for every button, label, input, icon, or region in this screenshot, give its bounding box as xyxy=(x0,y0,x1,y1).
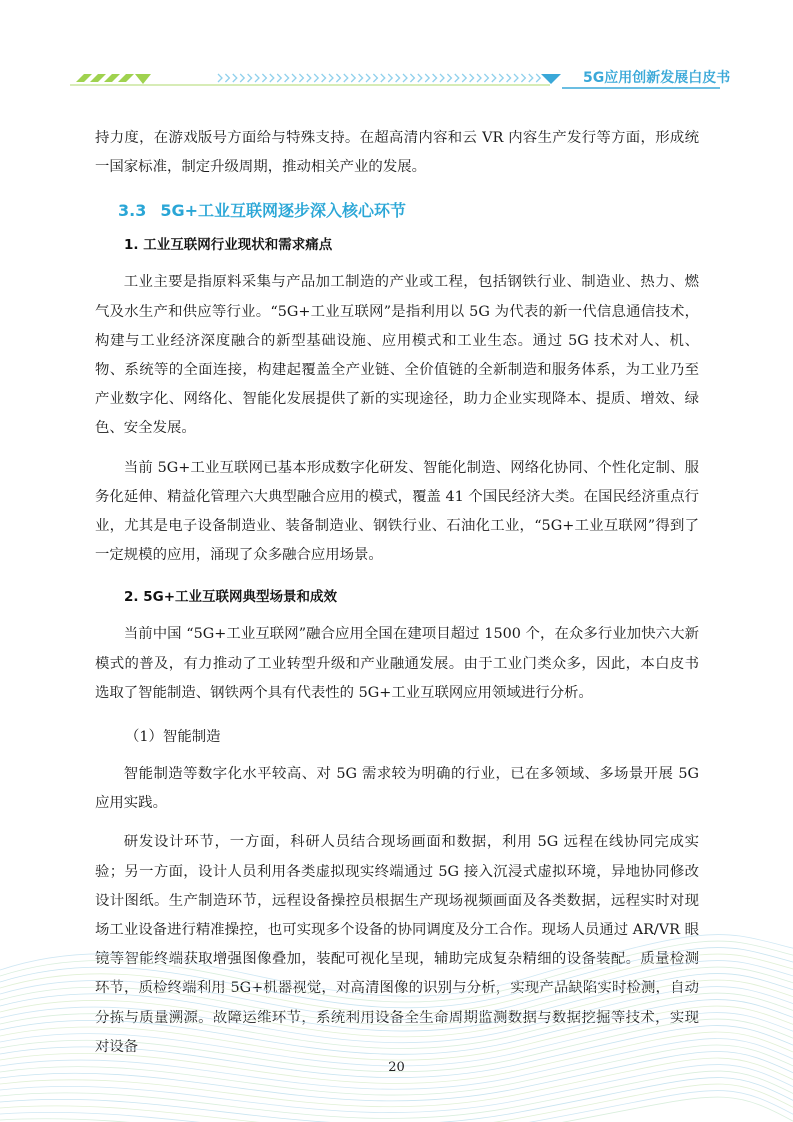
wave-line xyxy=(0,1084,793,1122)
chevron-icon xyxy=(484,74,488,82)
chevron-icon xyxy=(462,74,466,82)
header-chevrons xyxy=(218,74,540,82)
chevron-icon xyxy=(477,74,481,82)
chevron-icon xyxy=(233,74,237,82)
page-header xyxy=(0,0,793,100)
page-number: 20 xyxy=(388,1060,405,1075)
section-number: 3.3 xyxy=(118,201,147,221)
chevron-icon xyxy=(521,74,525,82)
paragraph: 工业主要是指原料采集与产品加工制造的产业或工程，包括钢铁行业、制造业、热力、燃气及水生产和供应等行业。“5G+工业互联网”是指利用以 5G 为代表的新一代信息通信技术，构建与工业经济深度融合的新型基础设施、应用模式和工业生态。通过 5G 技术对人、机、物、系统等的全面连接，构建起覆盖全产业链、全价值链的全新制造和服务体系，为工业乃至产业数字化、网络化、智能化发展提供了新的实现途径，助力企业实现降本、提质、增效、绿色、安全发展。 xyxy=(95,274,699,437)
chevron-icon xyxy=(329,74,333,82)
chevron-icon xyxy=(344,74,348,82)
paragraph: 智能制造等数字化水平较高、对 5G 需求较为明确的行业，已在多领域、多场景开展 5G 应用实践。 xyxy=(95,766,699,812)
paragraph: 研发设计环节，一方面，科研人员结合现场画面和数据，利用 5G 远程在线协同完成实验；另一方面，设计人员利用各类虚拟现实终端通过 5G 接入沉浸式虚拟环境，异地协同修改设计图纸。生产制造环节，远程设备操控员根据生产现场视频画面及各类数据，远程实时对现场工业设备进行精准操控，也可实现多个设备的协同调度及分工合作。现场人员通过 AR/VR 眼镜等智能终端获取增强图像叠加，装配可视化呈现，辅助完成复杂精细的设备装配。质量检测环节，质检终端利用 5G+机器视觉，对高清图像的识别与分析，实现产品缺陷实时检测，自动分拣与质量溯源。故障运维环节，系统利用设备全生命周期监测数据与数据挖掘等技术，实现对设备 xyxy=(95,834,699,1055)
chevron-icon xyxy=(366,74,370,82)
header-title: 5G应用创新发展白皮书 xyxy=(583,70,731,86)
footer-wave-decoration xyxy=(0,930,793,1122)
chevron-icon xyxy=(455,74,459,82)
chevron-icon xyxy=(359,74,363,82)
paragraph: 当前 5G+工业互联网已基本形成数字化研发、智能化制造、网络化协同、个性化定制、服务化延伸、精益化管理六大典型融合应用的模式，覆盖 41 个国民经济大类。在国民经济重点行业，尤其是电子设备制造业、装备制造业、钢铁行业、石油化工业，“5G+工业互联网”得到了一定规模的应用，涌现了众多融合应用场景。 xyxy=(95,459,699,564)
wave-line xyxy=(0,1013,793,1066)
chevron-icon xyxy=(447,74,451,82)
wave-line xyxy=(0,1052,793,1101)
subsection-2-title: 2. 5G+工业互联网典型场景和成效 xyxy=(124,589,338,606)
item-title-smart-manufacturing: （1）智能制造 xyxy=(125,729,221,746)
chevron-icon xyxy=(240,74,244,82)
chevron-icon xyxy=(433,74,437,82)
wave-line xyxy=(0,954,793,1014)
chevron-icon xyxy=(225,74,229,82)
page-content xyxy=(95,124,699,1062)
chevron-icon xyxy=(529,74,533,82)
chevron-icon xyxy=(277,74,281,82)
chevron-icon xyxy=(314,74,318,82)
chevron-icon xyxy=(388,74,392,82)
chevron-icon xyxy=(218,74,222,82)
chevron-icon xyxy=(536,74,540,82)
chevron-icon xyxy=(418,74,422,82)
chevron-icon xyxy=(373,74,377,82)
chevron-icon xyxy=(270,74,274,82)
chevron-icon xyxy=(307,74,311,82)
wave-line xyxy=(0,1078,793,1122)
subsection-1-title: 1. 工业互联网行业现状和需求痛点 xyxy=(124,237,333,254)
chevron-icon xyxy=(336,74,340,82)
chevron-icon xyxy=(514,74,518,82)
chevron-icon xyxy=(440,74,444,82)
paragraph: 当前中国 “5G+工业互联网”融合应用全国在建项目超过 1500 个，在众多行业加快六大新模式的普及，有力推动了工业转型升级和产业融通发展。由于工业门类众多，因此，本白皮书选取了智能制造、钢铁两个具有代表性的 5G+工业互联网应用领域进行分析。 xyxy=(95,626,699,701)
chevron-icon xyxy=(299,74,303,82)
chevron-icon xyxy=(470,74,474,82)
wave-line xyxy=(0,974,793,1032)
chevron-icon xyxy=(248,74,252,82)
chevron-icon xyxy=(262,74,266,82)
chevron-icon xyxy=(499,74,503,82)
chevron-icon xyxy=(425,74,429,82)
wave-line xyxy=(0,948,793,1008)
wave-line xyxy=(0,980,793,1037)
chevron-icon xyxy=(492,74,496,82)
header-green-stripes xyxy=(76,74,134,82)
intro-paragraph: 持力度，在游戏版号方面给与特殊支持。在超高清内容和云 VR 内容生产发行等方面，形成统一国家标准，制定升级周期，推动相关产业的发展。 xyxy=(95,130,699,176)
chevron-icon xyxy=(403,74,407,82)
section-heading xyxy=(95,196,699,226)
header-blue-triangle xyxy=(541,74,561,84)
chevron-icon xyxy=(381,74,385,82)
chevron-icon xyxy=(410,74,414,82)
chevron-icon xyxy=(507,74,511,82)
chevron-icon xyxy=(351,74,355,82)
header-green-triangle xyxy=(135,74,151,84)
chevron-icon xyxy=(292,74,296,82)
chevron-icon xyxy=(285,74,289,82)
chevron-icon xyxy=(396,74,400,82)
chevron-icon xyxy=(322,74,326,82)
section-title: 5G+工业互联网逐步深入核心环节 xyxy=(160,201,407,221)
chevron-icon xyxy=(255,74,259,82)
